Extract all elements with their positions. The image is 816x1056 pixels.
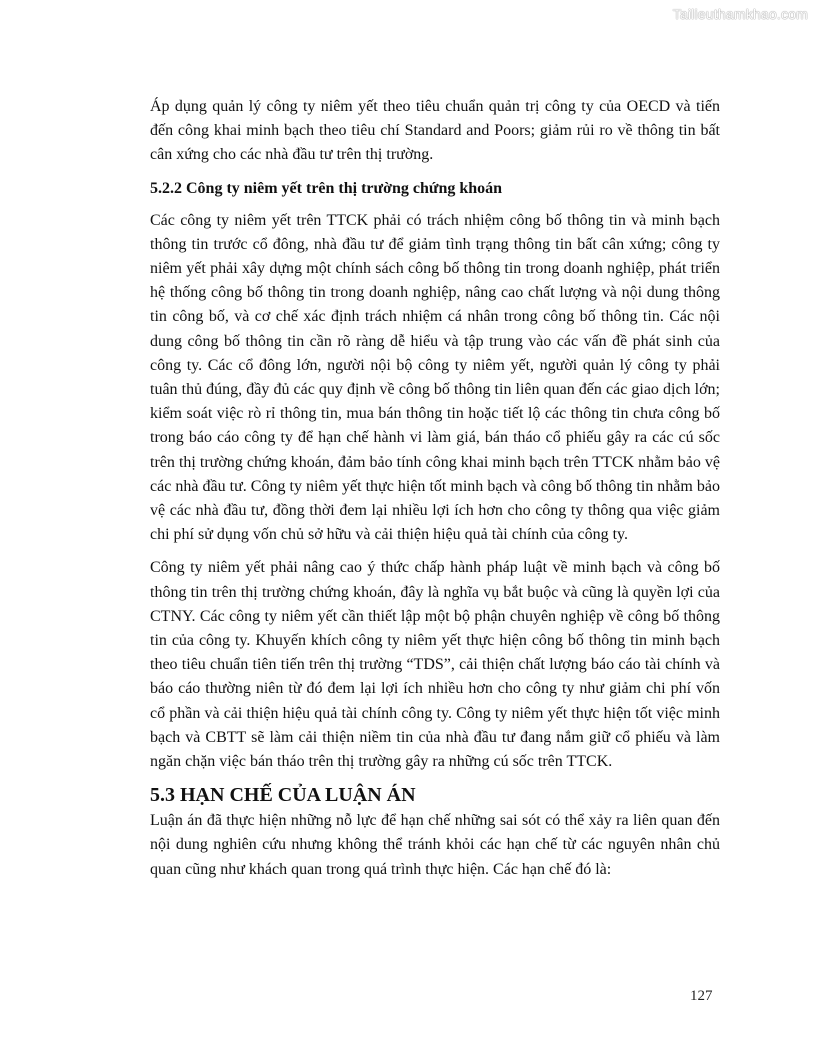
page-number: 127 xyxy=(690,988,713,1004)
section-5-3-paragraph: Luận án đã thực hiện những nỗ lực để hạn chế những sai sót có thể xảy ra liên quan đến nội dung nghiên cứu nhưng không thể tránh khỏi các hạn chế từ các nguyên nhân chủ quan cũng như khách quan trong quá trình thực hiện. Các hạn chế đó là: xyxy=(150,812,720,878)
document-page xyxy=(150,95,720,882)
section-5-2-2-paragraph-1: Các công ty niêm yết trên TTCK phải có trách nhiệm công bố thông tin và minh bạch thông tin trước cổ đông, nhà đầu tư để giảm tình trạng thông tin bất cân xứng; công ty niêm yết phải xây dựng một chính sách công bố thông tin trong doanh nghiệp, phát triển hệ thống công bố thông tin trong doanh nghiệp, nâng cao chất lượng và nội dung thông tin công bố, và cơ chế xác định trách nhiệm cá nhân trong công bố thông tin. Các nội dung công bố thông tin cần rõ ràng dễ hiểu và tập trung vào các vấn đề phát sinh của công ty. Các cổ đông lớn, người nội bộ công ty niêm yết, người quản lý công ty phải tuân thủ đúng, đầy đủ các quy định về công bố thông tin liên quan đến các giao dịch lớn; kiểm soát việc rò rỉ thông tin, mua bán thông tin hoặc tiết lộ các thông tin chưa công bố trong báo cáo công ty để hạn chế hành vi làm giá, bán tháo cổ phiếu gây ra các cú sốc trên thị trường chứng khoán, đảm bảo tính công khai minh bạch trên TTCK nhằm bảo vệ các nhà đầu tư. Công ty niêm yết thực hiện tốt minh bạch và công bố thông tin nhằm bảo vệ các nhà đầu tư, đồng thời đem lại nhiều lợi ích hơn cho công ty thông qua việc giảm chi phí sử dụng vốn chủ sở hữu và cải thiện hiệu quả tài chính của công ty. xyxy=(150,211,720,544)
intro-paragraph: Áp dụng quản lý công ty niêm yết theo tiêu chuẩn quản trị công ty của OECD và tiến đến công khai minh bạch theo tiêu chí Standard and Poors; giảm rủi ro về thông tin bất cân xứng cho các nhà đầu tư trên thị trường. xyxy=(150,98,720,164)
section-5-2-2-heading: 5.2.2 Công ty niêm yết trên thị trường chứng khoán xyxy=(150,179,503,197)
watermark: Tailieuthamkhao.com xyxy=(672,6,808,22)
section-5-3-heading: 5.3 HẠN CHẾ CỦA LUẬN ÁN xyxy=(150,784,416,807)
section-5-2-2-paragraph-2: Công ty niêm yết phải nâng cao ý thức chấp hành pháp luật về minh bạch và công bố thông tin trên thị trường chứng khoán, đây là nghĩa vụ bắt buộc và cũng là quyền lợi của CTNY. Các công ty niêm yết cần thiết lập một bộ phận chuyên nghiệp về công bố thông tin của công ty. Khuyến khích công ty niêm yết thực hiện công bố thông tin minh bạch theo tiêu chuẩn tiên tiến trên thị trường “TDS”, cải thiện chất lượng báo cáo tài chính và báo cáo thường niên từ đó đem lại lợi ích nhiều hơn cho công ty như giảm chi phí vốn cổ phần và cải thiện hiệu quả tài chính công ty. Công ty niêm yết thực hiện tốt việc minh bạch và CBTT sẽ làm cải thiện niềm tin của nhà đầu tư đang nắm giữ cổ phiếu và làm ngăn chặn việc bán tháo trên thị trường gây ra những cú sốc trên TTCK. xyxy=(150,559,720,771)
